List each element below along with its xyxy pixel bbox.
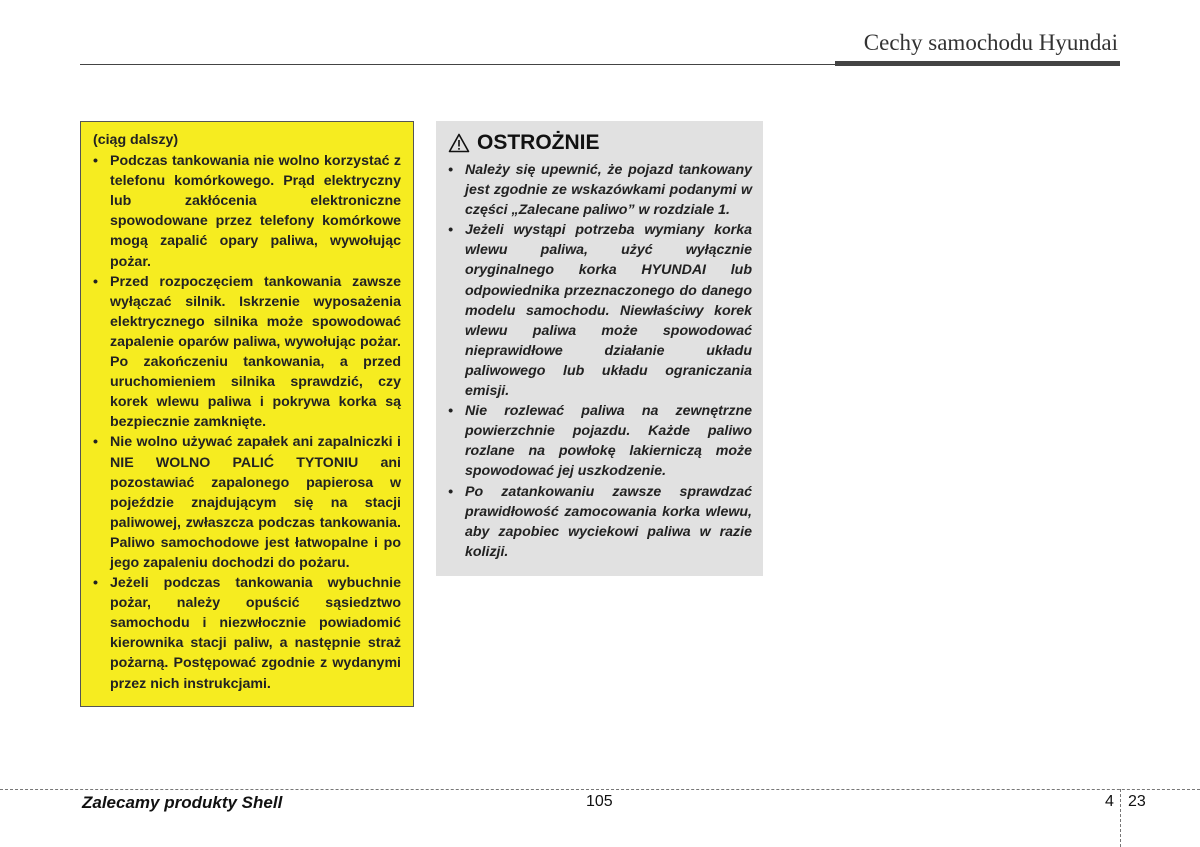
caution-item-text: Należy się upewnić, że pojazd tankowany jest zgodnie ze wskazówkami podanymi w części „Zalecane paliwo” w rozdziale 1. (465, 162, 752, 219)
bullet-icon: • (93, 273, 98, 290)
warning-item (93, 573, 401, 694)
bullet-icon: • (448, 483, 453, 500)
page-header-title: Cechy samochodu Hyundai (863, 30, 1118, 55)
bullet-icon: • (448, 222, 453, 239)
caution-item-text: Nie rozlewać paliwa na zewnętrzne powierzchnie pojazdu. Każde paliwo rozlane na powłokę lakierniczą może spowodować jej uszkodzenie. (465, 403, 752, 480)
footer-divider (0, 789, 1200, 790)
caution-list (448, 160, 752, 562)
caution-item-text: Po zatankowaniu zawsze sprawdzać prawidłowość zamocowania korka wlewu, aby zapobiec wyciekowi paliwa w razie kolizji. (465, 483, 752, 560)
warning-triangle-icon (448, 133, 470, 153)
caution-box (436, 121, 763, 576)
warning-item-text: Nie wolno używać zapałek ani zapalniczki i NIE WOLNO PALIĆ TYTONIU ani pozostawiać zapalonego papierosa w pojeździe znajdującym się na stacji paliwowej, zwłaszcza podczas tankowania. Paliwo samochodowe jest łatwopalne i po jego zapaleniu dochodzi do pożaru. (110, 434, 401, 571)
caution-title: OSTROŻNIE (477, 131, 600, 154)
warning-item-text: Podczas tankowania nie wolno korzystać z telefonu komórkowego. Prąd elektryczny lub zakłócenia elektroniczne spowodowane przez telefony komórkowe mogą zapalić opary paliwa, wywołując pożar. (110, 153, 401, 270)
bullet-icon: • (448, 403, 453, 420)
bullet-icon: • (93, 575, 98, 592)
bullet-icon: • (448, 162, 453, 178)
warning-item-text: Przed rozpoczęciem tankowania zawsze wyłączać silnik. Iskrzenie wyposażenia elektrycznego silnika może spowodować zapalenie oparów paliwa, wywołując pożar. Po zakończeniu tankowania, a przed uruchomieniem silnika sprawdzić, czy korek wlewu paliwa i pokrywa korka są bezpiecznie zamknięte. (110, 273, 401, 431)
footer-chapter-number: 4 (1105, 793, 1114, 810)
caution-item (448, 160, 752, 220)
caution-item (448, 482, 752, 562)
footer-sheet-number: 105 (586, 793, 613, 810)
warning-list (93, 151, 401, 694)
footer-page-number: 23 (1128, 793, 1146, 810)
caution-item (448, 220, 752, 401)
continuation-label: (ciąg dalszy) (93, 132, 179, 148)
bullet-icon: • (93, 434, 98, 451)
bullet-icon: • (93, 153, 98, 170)
warning-item-text: Jeżeli podczas tankowania wybuchnie pożar, należy opuścić sąsiedztwo samochodu i niezwłocznie powiadomić kierownika stacji paliw, a następnie straż pożarną. Postępować zgodnie z wydanymi przez nich instrukcjami. (110, 575, 401, 692)
warning-item (93, 272, 401, 433)
caution-heading (448, 129, 752, 157)
caution-item-text: Jeżeli wystąpi potrzeba wymiany korka wlewu paliwa, użyć wyłącznie oryginalnego korka HYUNDAI lub odpowiednika przeznaczonego do danego modelu samochodu. Niewłaściwy korek wlewu paliwa może spowodować nieprawidłowe działanie układu paliwowego lub układu ograniczania emisji. (465, 222, 752, 400)
warning-box (80, 121, 414, 707)
caution-item (448, 401, 752, 481)
warning-item (93, 151, 401, 272)
footer-promo-text: Zalecamy produkty Shell (82, 793, 283, 812)
header-accent-bar (835, 61, 1120, 66)
footer-page-divider (1120, 789, 1121, 847)
warning-item (93, 432, 401, 573)
